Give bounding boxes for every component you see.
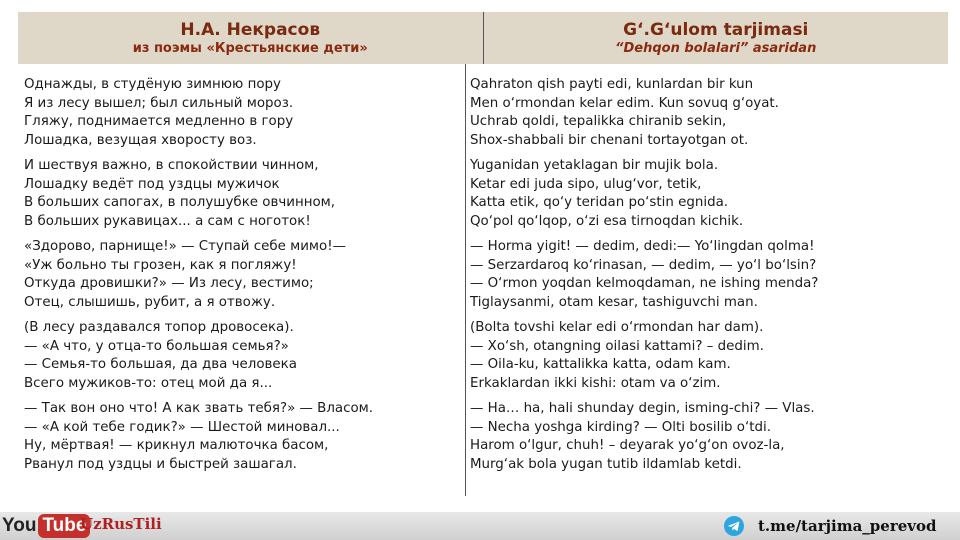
header-bar bbox=[18, 12, 948, 64]
verse-line: Откуда дровишки?» — Из лесу, вестимо; bbox=[24, 276, 314, 291]
verse-line: Harom o‘lgur, chuh! – deyarak yo‘g‘on ovoz-la, bbox=[470, 438, 785, 453]
telegram-link[interactable] bbox=[724, 516, 937, 536]
verse-line: — «А что, у отца-то большая семья?» bbox=[24, 338, 289, 354]
verse-line: (В лесу раздавался топор дровосека). bbox=[24, 320, 294, 335]
verse-line: Я из лесу вышел; был сильный мороз. bbox=[24, 95, 294, 111]
verse-line: (Bolta tovshi kelar edi o‘rmondan har dam). bbox=[470, 320, 764, 335]
russian-text-column bbox=[24, 76, 460, 481]
verse-line: — Xo‘sh, otangning oilasi kattami? – dedim. bbox=[470, 338, 764, 354]
uzbek-text-column bbox=[470, 76, 946, 481]
russian-poem-subtitle: из поэмы «Крестьянские дети» bbox=[132, 40, 368, 56]
verse-line: Рванул под уздцы и быстрей зашагал. bbox=[24, 456, 297, 472]
verse-line: В больших сапогах, в полушубке овчинном, bbox=[24, 195, 336, 210]
verse-line: Yuganidan yetaklagan bir mujik bola. bbox=[470, 158, 719, 173]
verse-line: — Ha… ha, hali shunday degin, isming-chi? — Vlas. bbox=[470, 401, 815, 416]
stanza bbox=[24, 76, 460, 150]
verse-line: И шествуя важно, в спокойствии чинном, bbox=[24, 158, 319, 173]
verse-line: «Уж больно ты грозен, как я погляжу! bbox=[24, 257, 297, 273]
verse-line: — «А кой тебе годик?» — Шестой миновал... bbox=[24, 419, 340, 435]
verse-line: — Так вон оно что! А как звать тебя?» — Власом. bbox=[24, 401, 374, 416]
youtube-logo[interactable] bbox=[0, 513, 90, 539]
verse-line: — Oila-ku, kattalikka katta, odam kam. bbox=[470, 357, 731, 372]
youtube-logo-you: You bbox=[2, 515, 37, 536]
verse-line: — Семья-то большая, да два человека bbox=[24, 357, 297, 372]
uzbek-poem-subtitle: “Dehqon bolalari” asaridan bbox=[615, 40, 817, 56]
stanza bbox=[470, 76, 946, 150]
stanza bbox=[470, 157, 946, 231]
stanza bbox=[24, 157, 460, 231]
verse-line: В больших рукавицах... а сам с ноготок! bbox=[24, 213, 311, 229]
verse-line: Однажды, в студёную зимнюю пору bbox=[24, 77, 281, 92]
verse-line: Murg‘ak bola yugan tutib ildamlab ketdi. bbox=[470, 456, 742, 472]
verse-line: — O‘rmon yoqdan kelmoqdaman, ne ishing menda? bbox=[470, 276, 819, 291]
verse-line: Лошадка, везущая хворосту воз. bbox=[24, 132, 257, 148]
verse-line: Katta etik, qo‘y teridan po‘stin egnida. bbox=[470, 195, 729, 210]
verse-line: — Horma yigit! — dedim, dedi:— Yo‘lingdan qolma! bbox=[470, 239, 815, 254]
verse-line: Всего мужиков-то: отец мой да я... bbox=[24, 375, 273, 391]
verse-line: Uchrab qoldi, tepalikka chiranib sekin, bbox=[470, 114, 727, 129]
verse-line: Qo‘pol qo‘lqop, o‘zi esa tirnoqdan kichik. bbox=[470, 213, 744, 229]
header-left bbox=[18, 12, 484, 64]
stanza bbox=[24, 400, 460, 474]
telegram-icon bbox=[724, 516, 744, 536]
telegram-link-text: t.me/tarjima_perevod bbox=[758, 517, 937, 535]
verse-line: — Necha yoshga kirding? — Olti bosilib o‘tdi. bbox=[470, 419, 771, 435]
verse-line: Ну, мёртвая! — крикнул малюточка басом, bbox=[24, 438, 329, 453]
verse-line: Erkaklardan ikki kishi: otam va o‘zim. bbox=[470, 375, 721, 391]
header-right bbox=[484, 12, 949, 64]
verse-line: Гляжу, поднимается медленно в гору bbox=[24, 114, 294, 129]
verse-line: «Здорово, парнище!» — Ступай себе мимо!— bbox=[24, 239, 346, 254]
russian-author-title: Н.А. Некрасов bbox=[180, 19, 321, 40]
verse-line: Tiglaysanmi, otam kesar, tashiguvchi man. bbox=[470, 294, 758, 310]
verse-line: Ketar edi juda sipo, ulug‘vor, tetik, bbox=[470, 176, 702, 192]
uzbek-translator-title: G‘.G‘ulom tarjimasi bbox=[623, 19, 809, 40]
stanza bbox=[24, 238, 460, 312]
verse-line: Отец, слышишь, рубит, а я отвожу. bbox=[24, 294, 276, 310]
youtube-logo-tube: Tube bbox=[38, 514, 90, 538]
verse-line: Qahraton qish payti edi, kunlardan bir kun bbox=[470, 77, 754, 92]
verse-line: Men o‘rmondan kelar edim. Kun sovuq g‘oyat. bbox=[470, 95, 779, 111]
verse-line: — Serzardaroq ko‘rinasan, — dedim, — yo‘l bo‘lsin? bbox=[470, 257, 817, 273]
stanza bbox=[24, 319, 460, 393]
stanza bbox=[470, 238, 946, 312]
stanza bbox=[470, 400, 946, 474]
verse-line: Shox-shabbali bir chenani tortayotgan ot. bbox=[470, 132, 749, 148]
channel-name[interactable]: UzRusTili bbox=[80, 515, 162, 533]
verse-line: Лошадку ведёт под уздцы мужичок bbox=[24, 176, 280, 192]
column-divider bbox=[465, 64, 466, 496]
stanza bbox=[470, 319, 946, 393]
